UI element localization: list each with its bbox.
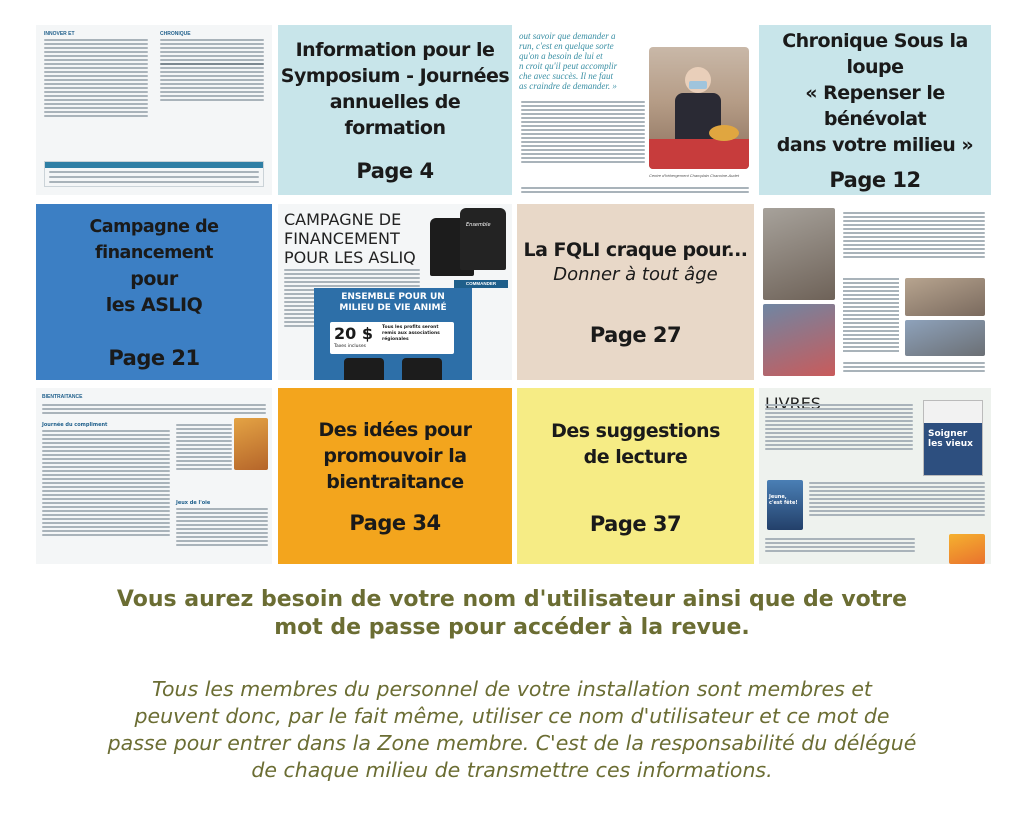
footer-line: Vous aurez besoin de votre nom d'utilisateur ainsi que de votre [116, 587, 908, 612]
book-title: Soigner les vieux [928, 429, 973, 449]
tile-bientraitance[interactable] [278, 388, 512, 564]
quote-line: che avec succès. Il ne faut [519, 71, 613, 81]
quote-line: out savoir que demander a [519, 31, 616, 41]
tile-title: bientraitance [326, 471, 464, 493]
footer-membership-note [30, 676, 994, 784]
footer-line: passe pour entrer dans la Zone membre. C'est de la responsabilité du délégué [107, 731, 917, 755]
tile-title: annuelles de formation [329, 91, 461, 139]
page-number: Page 37 [589, 512, 682, 536]
thumbnail-quote-photo[interactable] [517, 25, 754, 195]
quote-line: run, c'est en quelque sorte [519, 41, 614, 51]
banner-line: MILIEU DE VIE ANIMÉ [339, 303, 447, 313]
thumbnail-bientraitance[interactable] [36, 388, 272, 564]
doc-heading: INNOVER ET [44, 31, 75, 37]
footer-line: de chaque milieu de transmettre ces informations. [251, 758, 773, 782]
book-title: Jeune, c'est fête! [769, 494, 798, 506]
tile-symposium[interactable] [278, 25, 512, 195]
thumbnail-tshirt-campaign[interactable] [278, 204, 512, 380]
tile-title: Information pour le [295, 39, 495, 61]
thumbnail-photo-collage[interactable] [759, 204, 991, 380]
doc-heading: BIENTRAITANCE [42, 394, 83, 400]
doc-heading-2: CHRONIQUE [160, 31, 191, 37]
banner-line: ENSEMBLE POUR UN [341, 292, 445, 302]
tile-title: La FQLI craque pour... [523, 239, 748, 261]
shirt-text: Ensemble [466, 222, 491, 228]
tile-title: de lecture [583, 446, 688, 468]
price: 20 $ [334, 324, 373, 343]
photo-caption: Centre d'hébergement Champlain Chanoine-Audet [649, 173, 739, 178]
footer-line: peuvent donc, par le fait même, utiliser ce nom d'utilisateur et ce mot de [134, 704, 890, 728]
tile-title: « Repenser le bénévolat [805, 82, 945, 130]
tile-title: dans votre milieu » [776, 134, 974, 156]
quote-line: qu'on a besoin de lui et [519, 51, 603, 61]
tile-chronique[interactable] [759, 25, 991, 195]
tile-lecture[interactable] [517, 388, 754, 564]
tile-title: Des suggestions [551, 420, 720, 442]
tshirt-image [430, 208, 506, 278]
footer-credentials-note [40, 586, 984, 642]
page-number: Page 21 [108, 346, 200, 370]
thumbnail-livres[interactable] [759, 388, 991, 564]
tile-title: Chronique Sous la loupe [782, 30, 968, 78]
tile-title: pour [130, 268, 178, 290]
campaign-banner [314, 288, 472, 380]
tile-title: les ASLIQ [105, 294, 203, 316]
tile-campagne[interactable] [36, 204, 272, 380]
tile-title: Des idées pour [318, 419, 472, 441]
thumbnail-doc-innover[interactable] [36, 25, 272, 195]
tile-title: promouvoir la [323, 445, 467, 467]
footer-line: mot de passe pour accéder à la revue. [274, 615, 750, 640]
page-number: Page 34 [349, 511, 441, 535]
tile-title: Campagne de financement [89, 217, 219, 263]
order-button[interactable]: COMMANDER [454, 280, 508, 288]
page-number: Page 12 [829, 168, 921, 192]
quote-line: as craindre de demander. » [519, 81, 617, 91]
book-cover-1 [923, 400, 983, 476]
tile-fqli[interactable] [517, 204, 754, 380]
photo-volunteer [649, 47, 749, 169]
section-title: Journée du compliment [42, 422, 108, 428]
taxes: Taxes incluses [334, 344, 366, 349]
campaign-heading: CAMPAGNE DE FINANCEMENT POUR LES ASLIQ [284, 210, 416, 267]
quote-line: n croit qu'il peut accomplir [519, 61, 618, 71]
book-cover-2 [767, 480, 803, 530]
tile-subtitle: Donner à tout âge [553, 264, 718, 285]
profits-note: Tous les profits seront remis aux associations régionales [382, 325, 440, 342]
page-number: Page 4 [356, 159, 434, 183]
page-number: Page 27 [589, 323, 682, 347]
section-title: Jeux de l'oie [176, 500, 211, 506]
tile-title: Symposium - Journées [280, 65, 510, 87]
footer-line: Tous les membres du personnel de votre installation sont membres et [152, 677, 872, 701]
